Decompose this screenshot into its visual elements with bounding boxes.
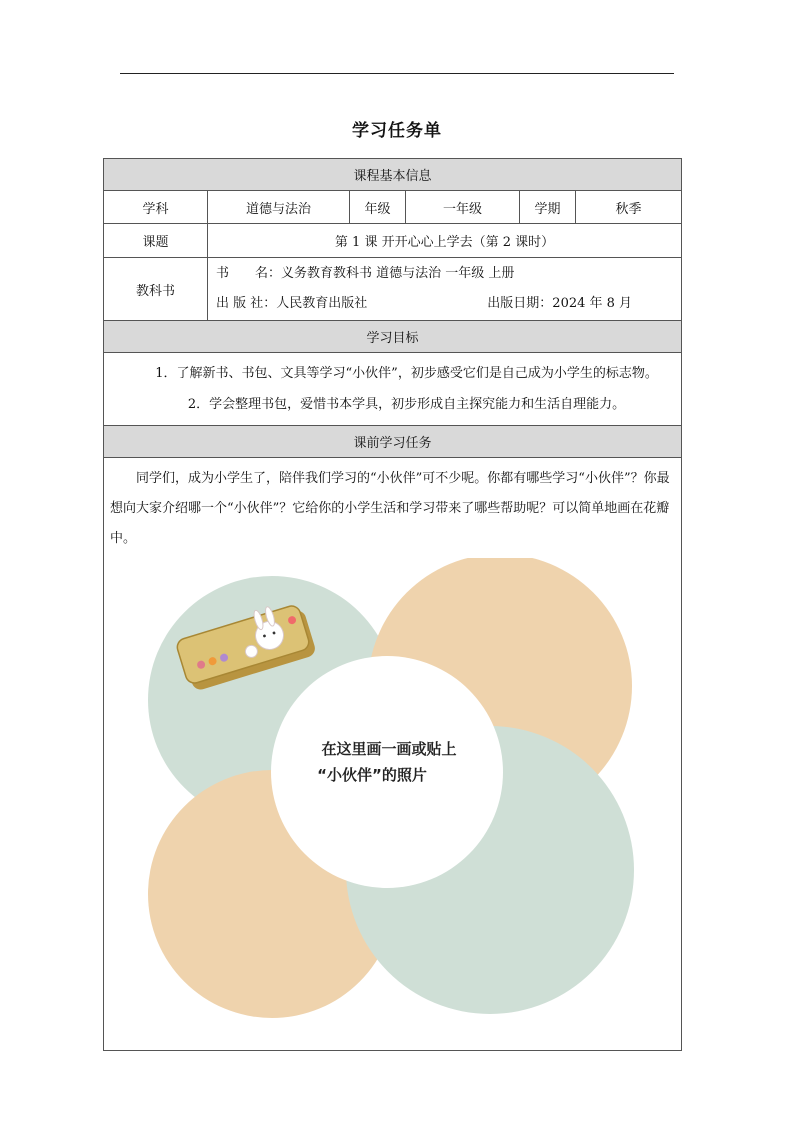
publisher-line [216,289,681,319]
grade-label: 年级 [350,191,406,224]
flower-drawing-area[interactable] [104,558,682,1048]
publisher-value: 人民教育出版社 [276,296,368,311]
objective-item: 2．学会整理书包，爱惜书本学具，初步形成自主探究能力和生活自理能力。 [187,397,626,412]
book-name-line [216,259,681,289]
subject-label: 学科 [104,191,208,224]
section-pre-class-task: 课前学习任务 [104,426,682,458]
pub-date-label: 出版日期： [487,296,553,311]
subject-value: 道德与法治 [208,191,350,224]
objectives-cell [104,353,682,426]
objective-item: 1．了解新书、书包、文具等学习“小伙伴”，初步感受它们是自己成为小学生的标志物。 [155,366,658,381]
book-name-value: 义务教育教科书 道德与法治 一年级 上册 [281,266,515,281]
term-label: 学期 [520,191,576,224]
task-instructions: 同学们，成为小学生了，陪伴我们学习的“小伙伴”可不少呢。你都有哪些学习“小伙伴”？你最想向大家介绍哪一个“小伙伴”？它给你的小学生活和学习带来了哪些帮助呢？可以简单地画在花瓣中。 [110,471,670,546]
book-name-label: 书 名： [216,266,282,281]
pub-date-value: 2024 年 8 月 [552,296,633,311]
document-title: 学习任务单 [352,121,442,141]
publisher-label: 出 版 社： [216,296,277,311]
topic-label: 课题 [104,224,208,258]
term-value: 秋季 [576,191,682,224]
textbook-details [208,258,682,321]
textbook-label: 教科书 [104,258,208,321]
center-hint-line2: “小伙伴”的照片 [317,766,427,784]
task-sheet-table [103,158,682,1051]
topic-value: 第 1 课 开开心心上学去（第 2 课时） [208,224,682,258]
section-basic-info: 课程基本信息 [104,159,682,191]
grade-value: 一年级 [406,191,520,224]
section-objectives: 学习目标 [104,321,682,353]
header-rule [120,73,674,74]
task-cell [104,458,682,1051]
center-hint-line1: 在这里画一画或贴上 [321,740,457,758]
